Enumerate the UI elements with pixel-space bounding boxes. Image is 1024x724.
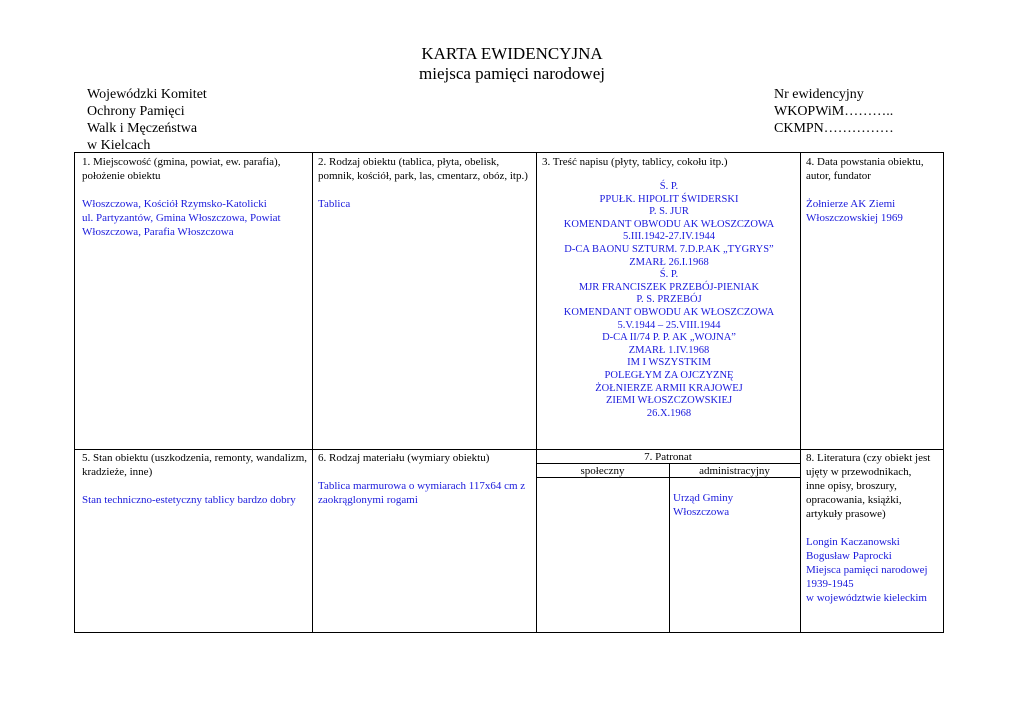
inscription-line: POLEGŁYM ZA OJCZYZNĘ bbox=[604, 369, 734, 381]
inscription-line: Ś. P. bbox=[659, 181, 679, 192]
cell-material-label: 6. Rodzaj materiału (wymiary obiektu) bbox=[318, 452, 490, 464]
literature-line: Miejsca pamięci narodowej 1939-1945 bbox=[806, 564, 928, 590]
page-subtitle: miejsca pamięci narodowej bbox=[419, 64, 605, 83]
registry-line: CKMPN…………… bbox=[774, 121, 894, 136]
inscription-line: ZIEMI WŁOSZCZOWSKIEJ bbox=[605, 395, 733, 407]
literature-line: Longin Kaczanowski bbox=[806, 536, 900, 548]
object-type-value: Tablica bbox=[318, 198, 351, 210]
patronat-admin-header: administracyjny bbox=[699, 465, 770, 477]
committee-line: Ochrony Pamięci bbox=[87, 104, 185, 119]
cell-location-label: 1. Miejscowość (gmina, powiat, ew. parafia), położenie obiektu bbox=[82, 156, 281, 182]
page-title: KARTA EWIDENCYJNA bbox=[421, 44, 603, 63]
inscription-line: ŻOŁNIERZE ARMII KRAJOWEJ bbox=[595, 382, 743, 394]
inscription-line: P. S. PRZEBÓJ bbox=[636, 294, 702, 306]
cell-patronat-label: 7. Patronat bbox=[644, 451, 692, 463]
registry-line: Nr ewidencyjny bbox=[774, 87, 864, 102]
condition-value: Stan techniczno-estetyczny tablicy bardzo dobry bbox=[82, 494, 296, 506]
patronat-admin-value: Urząd Gminy Włoszczowa bbox=[673, 492, 734, 518]
literature-line: w województwie kieleckim bbox=[806, 592, 927, 604]
inscription-line: PPUŁK. HIPOLIT ŚWIDERSKI bbox=[599, 193, 739, 205]
inscription-line: 5.V.1944 – 25.VIII.1944 bbox=[617, 319, 721, 331]
location-value-line: ul. Partyzantów, Gmina Włoszczowa, Powiat Włoszczowa, Parafia Włoszczowa bbox=[82, 212, 281, 238]
inscription-line: D-CA II/74 P. P. AK „WOJNA” bbox=[602, 332, 736, 344]
cell-condition-label: 5. Stan obiektu (uszkodzenia, remonty, wandalizm, kradzieże, inne) bbox=[82, 452, 308, 478]
inscription-line: 5.III.1942-27.IV.1944 bbox=[623, 231, 715, 243]
location-value-line: Włoszczowa, Kościół Rzymsko-Katolicki bbox=[82, 198, 267, 210]
cell-inscription bbox=[542, 155, 796, 420]
inscription-line: 26.X.1968 bbox=[646, 407, 692, 419]
inscription-line: D-CA BAONU SZTURM. 7.D.P.AK „TYGRYS” bbox=[564, 243, 774, 255]
inscription-line: KOMENDANT OBWODU AK WŁOSZCZOWA bbox=[563, 306, 775, 318]
inscription-line: KOMENDANT OBWODU AK WŁOSZCZOWA bbox=[563, 218, 775, 230]
inscription-line: ZMARŁ 26.I.1968 bbox=[629, 256, 709, 268]
inscription-line: MJR FRANCISZEK PRZEBÓJ-PIENIAK bbox=[578, 281, 760, 293]
inscription-text bbox=[542, 181, 796, 420]
cell-creation bbox=[806, 155, 941, 225]
literature-line: Bogusław Paprocki bbox=[806, 550, 892, 562]
cell-material bbox=[318, 451, 532, 507]
row-divider bbox=[75, 449, 943, 450]
committee-line: w Kielcach bbox=[87, 138, 151, 153]
cell-location bbox=[82, 155, 308, 239]
inscription-line: P. S. JUR bbox=[649, 206, 689, 218]
cell-literature bbox=[806, 451, 931, 605]
inscription-line: ZMARŁ 1.IV.1968 bbox=[628, 344, 710, 356]
cell-object-type bbox=[318, 155, 532, 211]
column-divider bbox=[312, 153, 313, 632]
cell-condition bbox=[82, 451, 308, 507]
committee-line: Wojewódzki Komitet bbox=[87, 87, 207, 102]
inscription-line: Ś. P. bbox=[659, 269, 679, 281]
cell-creation-label: 4. Data powstania obiektu, autor, fundator bbox=[806, 156, 924, 182]
column-divider bbox=[536, 153, 537, 632]
cell-literature-label: 8. Literatura (czy obiekt jest ujęty w przewodnikach, inne opisy, broszury, opracowania, książki, artykuły prasowe) bbox=[806, 452, 931, 520]
column-divider bbox=[800, 153, 801, 632]
patronat-column-divider bbox=[669, 463, 670, 633]
material-value: Tablica marmurowa o wymiarach 117x64 cm z zaokrąglonymi rogami bbox=[318, 480, 526, 506]
cell-object-type-label: 2. Rodzaj obiektu (tablica, płyta, obelisk, pomnik, kościół, park, las, cmentarz, obóz, itp.) bbox=[318, 156, 528, 182]
creation-value: Żołnierze AK Ziemi Włoszczowskiej 1969 bbox=[806, 198, 903, 224]
registry-block bbox=[774, 86, 894, 137]
patronat-social-header: społeczny bbox=[580, 465, 625, 477]
record-table bbox=[74, 152, 944, 633]
committee-block bbox=[87, 86, 207, 154]
committee-line: Walk i Męczeństwa bbox=[87, 121, 198, 136]
cell-inscription-label: 3. Treść napisu (płyty, tablicy, cokołu itp.) bbox=[542, 156, 728, 168]
registry-line: WKOPWiM……….. bbox=[774, 104, 894, 119]
inscription-line: IM I WSZYSTKIM bbox=[627, 357, 711, 369]
